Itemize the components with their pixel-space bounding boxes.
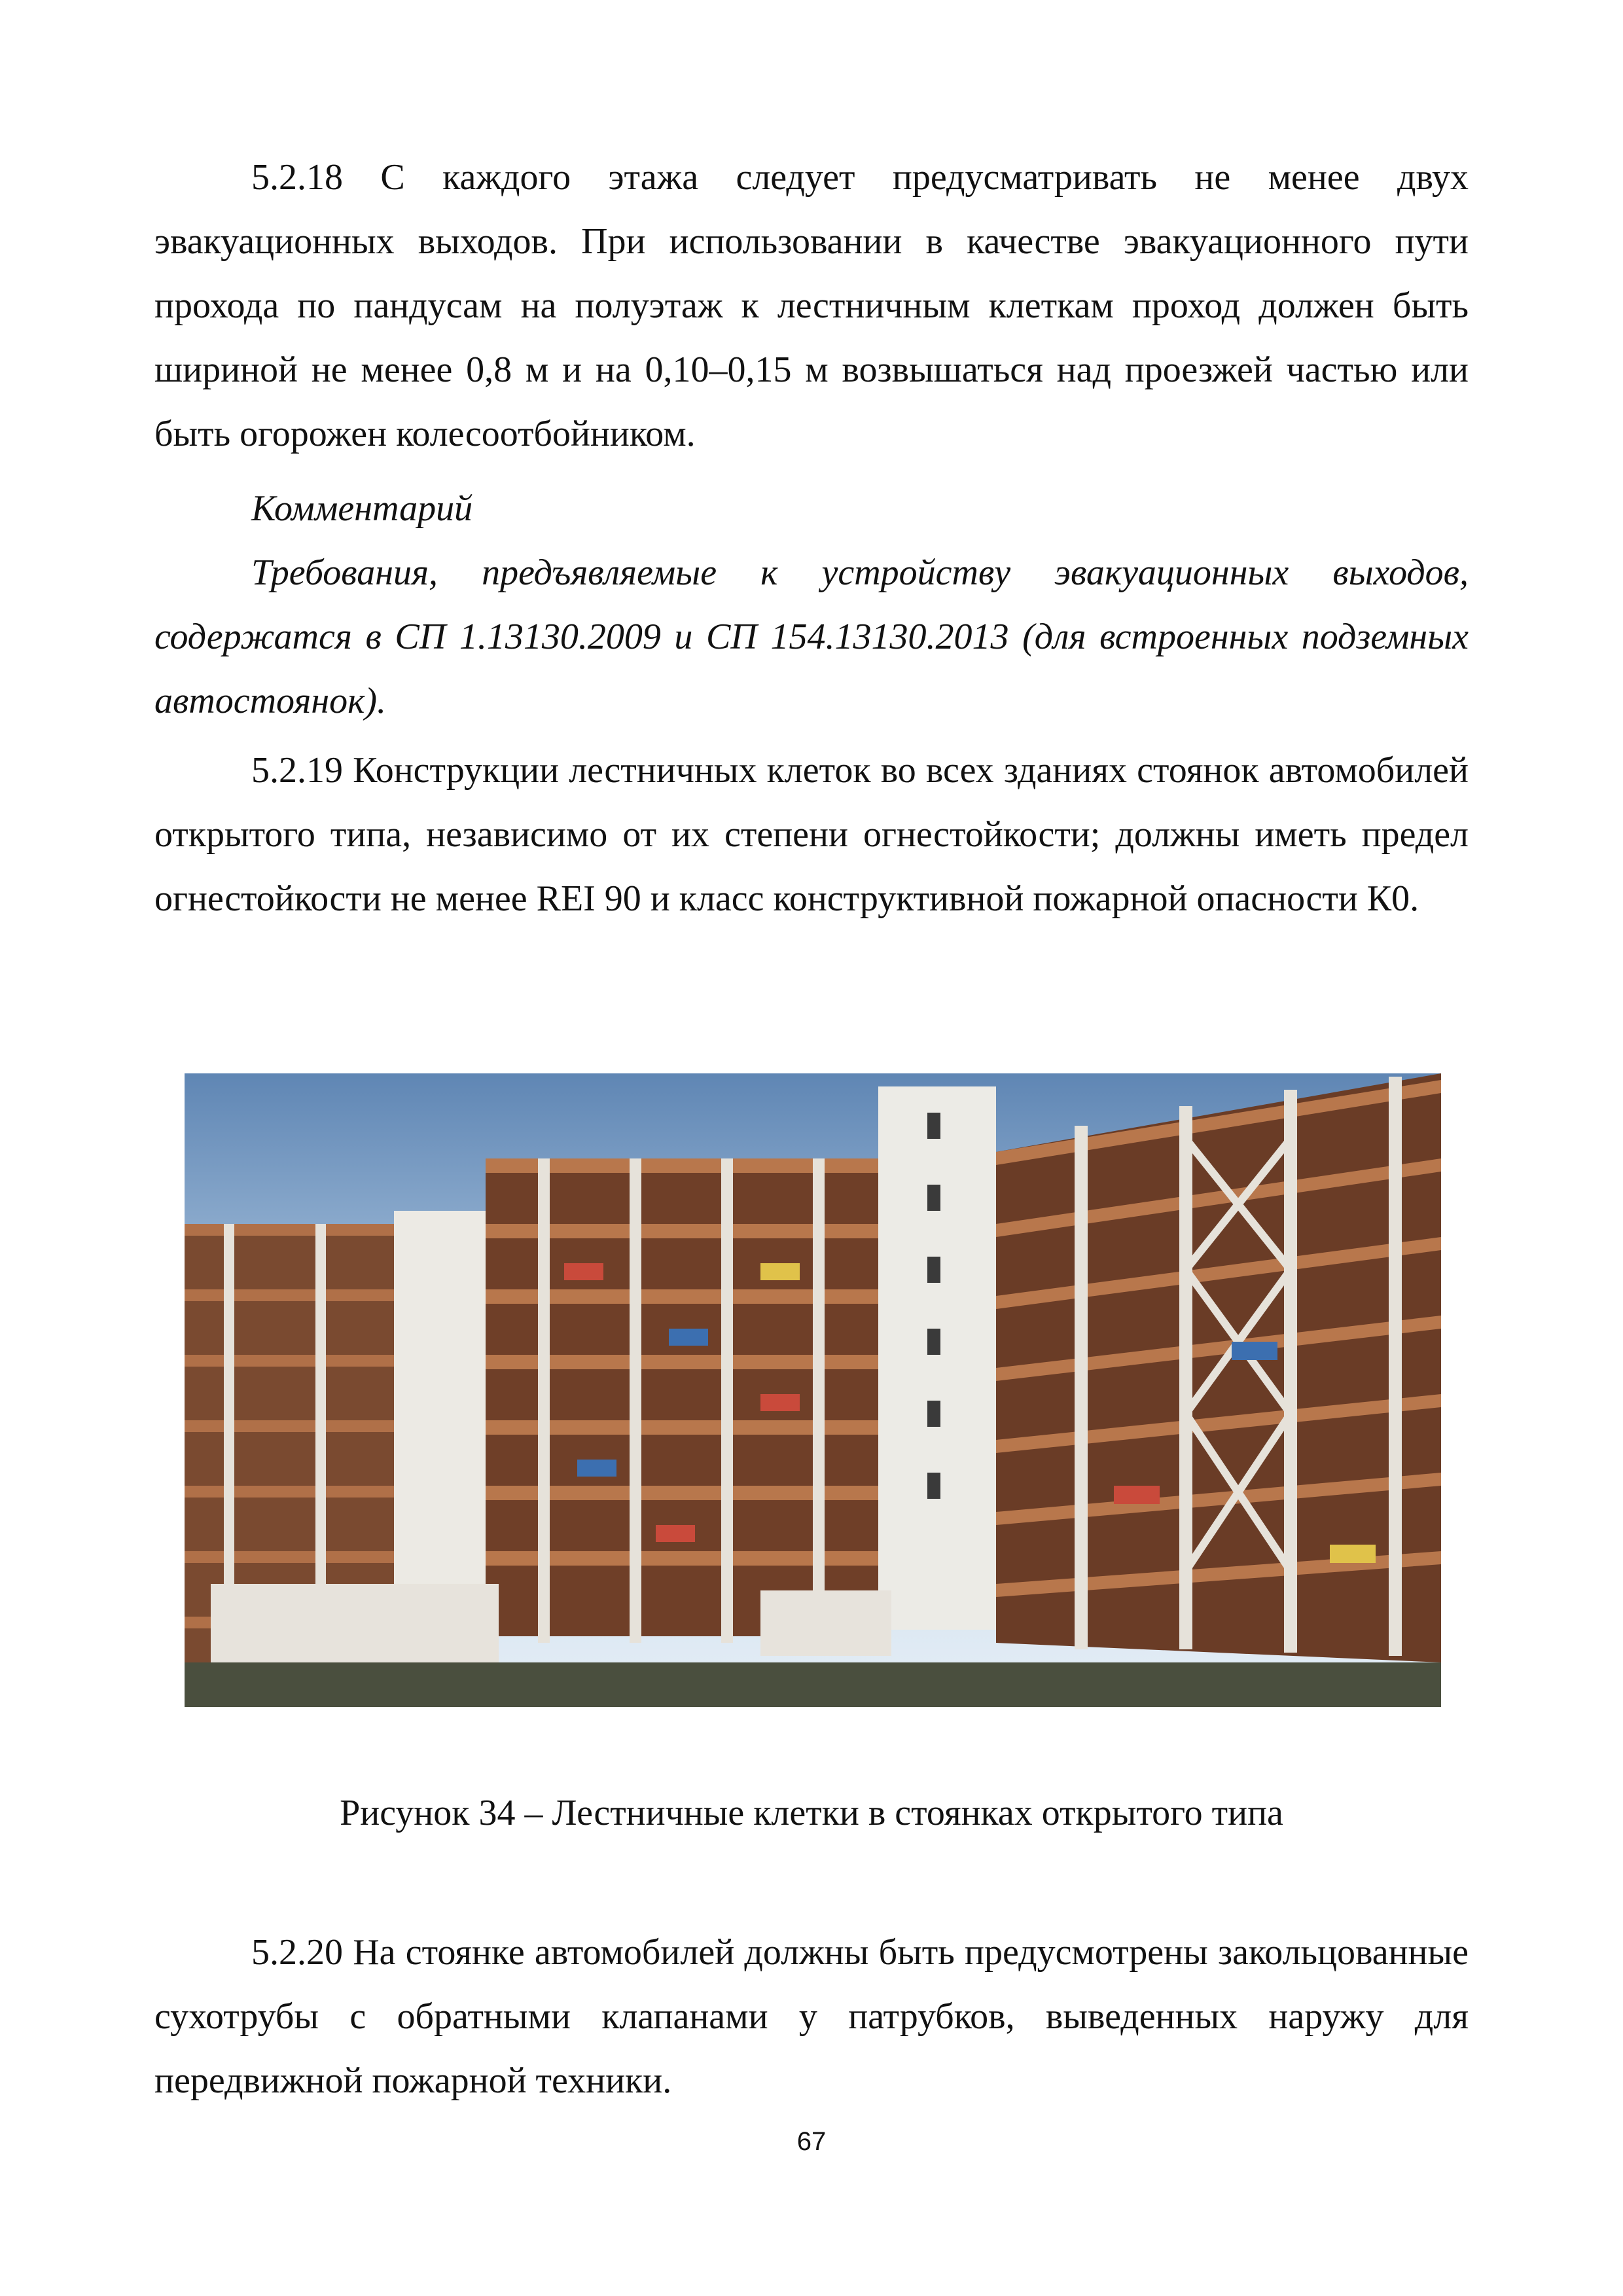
central-building	[486, 1158, 878, 1643]
parking-garage-illustration	[185, 1073, 1441, 1707]
ground-annex-center	[760, 1590, 891, 1656]
section-5-2-20	[154, 1920, 1469, 2113]
paragraph-5-2-20: 5.2.20 На стоянке автомобилей должны быть предусмотрены закольцованные сухотрубы с обратными клапанами у патрубков, выведенных наружу для передвижной пожарной техники.	[154, 1932, 1469, 2101]
paragraph-5-2-18: 5.2.18 С каждого этажа следует предусматривать не менее двух эвакуационных выходов. При использовании в качестве эвакуационного пути прохода по пандусам на полуэтаж к лестничным клеткам проход должен быть шириной не менее 0,8 м и на 0,10–0,15 м возвышаться над проезжей частью или быть огорожен колесоотбойником.	[154, 157, 1469, 454]
central-stair-tower	[878, 1086, 996, 1630]
paragraph-5-2-19: 5.2.19 Конструкции лестничных клеток во всех зданиях стоянок автомобилей открытого типа, независимо от их степени огнестойкости; должны иметь предел огнестойкости не менее REI 90 и класс конструктивной пожарной опасности К0.	[154, 750, 1469, 919]
page-number: 67	[796, 2127, 827, 2156]
right-building	[996, 1073, 1441, 1662]
section-5-2-18	[154, 145, 1469, 466]
figure-caption: Рисунок 34 – Лестничные клетки в стоянках открытого типа	[340, 1793, 1283, 1833]
commentary-block	[154, 476, 1469, 733]
section-5-2-19	[154, 738, 1469, 931]
ground	[185, 1662, 1441, 1707]
parking-garage-figure	[185, 1073, 1441, 1707]
commentary-heading: Комментарий	[251, 488, 473, 529]
ground-annex-left	[211, 1584, 499, 1662]
commentary-text: Требования, предъявляемые к устройству эвакуационных выходов, содержатся в СП 1.13130.2009 и СП 154.13130.2013 (для встроенных подземных автостоянок).	[154, 552, 1469, 721]
